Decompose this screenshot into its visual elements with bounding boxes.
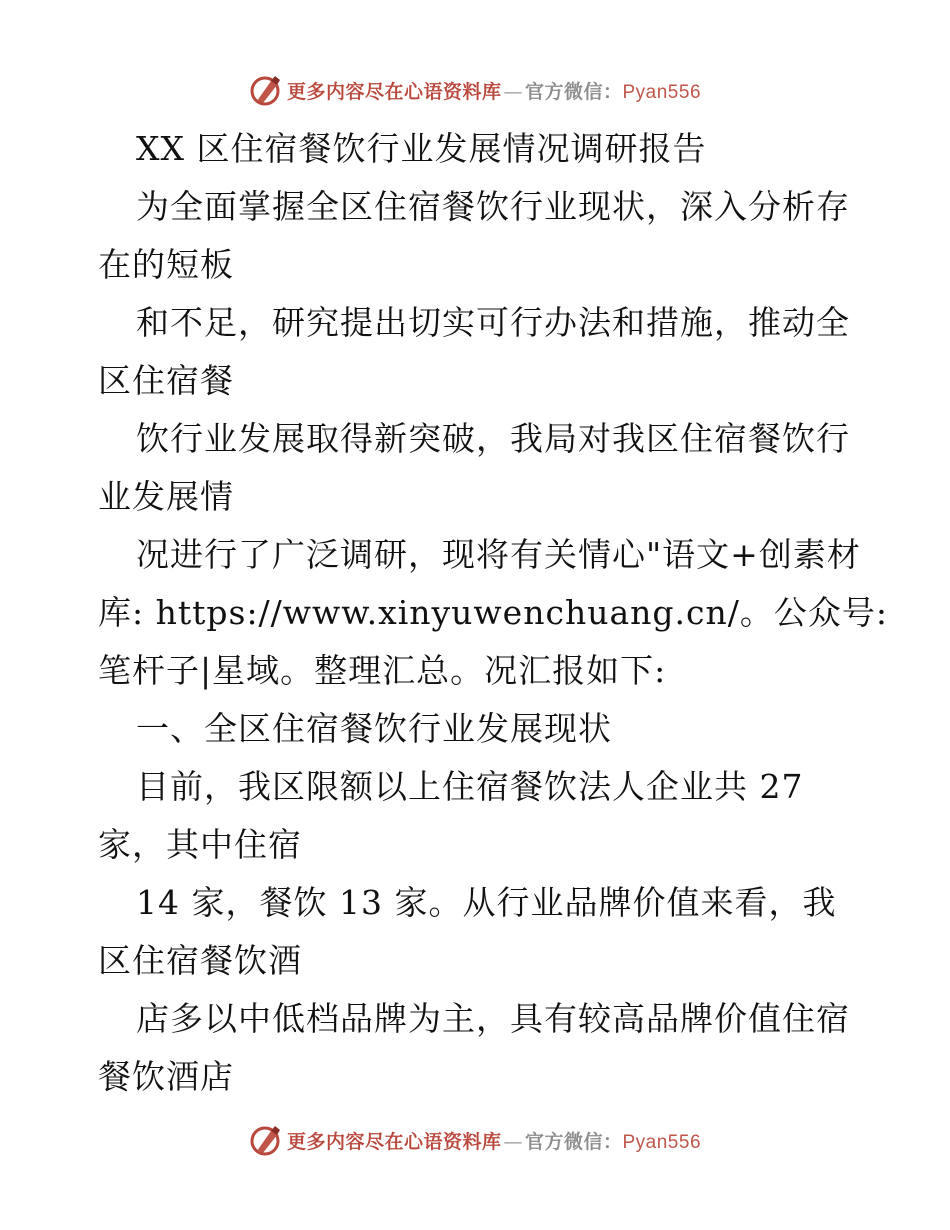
banner-wechat-label: 官方微信： — [524, 80, 623, 103]
paragraph-line: 目前，我区限额以上住宿餐饮法人企业共 27 — [136, 767, 804, 806]
footer-banner — [0, 1120, 950, 1160]
paragraph-line: 和不足，研究提出切实可行办法和措施，推动全 — [136, 303, 850, 342]
banner-text — [287, 77, 701, 104]
paragraph-line: 区住宿餐饮酒 — [98, 941, 302, 980]
paragraph-line: 业发展情 — [98, 477, 234, 516]
banner-main-text: 更多内容尽在心语资料库 — [286, 1130, 502, 1153]
paragraph-line: 区住宿餐 — [98, 361, 234, 400]
banner-main-text: 更多内容尽在心语资料库 — [286, 80, 502, 103]
paragraph-line: 为全面掌握全区住宿餐饮行业现状，深入分析存 — [136, 187, 850, 226]
paragraph-line: 14 家，餐饮 13 家。从行业品牌价值来看，我 — [136, 883, 837, 922]
banner-text — [287, 1127, 701, 1154]
banner-wechat-id: Pyan556 — [622, 1131, 702, 1153]
banner-wechat-label: 官方微信： — [524, 1130, 623, 1153]
paragraph-line: 餐饮酒店 — [98, 1057, 234, 1096]
paragraph-line: 饮行业发展取得新突破，我局对我区住宿餐饮行 — [136, 419, 850, 458]
paragraph-line: 在的短板 — [98, 245, 234, 284]
paragraph-line: 店多以中低档品牌为主，具有较高品牌价值住宿 — [136, 999, 850, 1038]
pen-nib-logo-icon — [249, 73, 283, 107]
paragraph-line: 库: https://www.xinyuwenchuang.cn/。公众号: — [98, 593, 888, 632]
banner-wechat-id: Pyan556 — [622, 81, 702, 103]
header-banner — [0, 70, 950, 110]
pen-nib-logo-icon — [249, 1123, 283, 1157]
banner-dash: — — [503, 1130, 523, 1153]
document-title: XX 区住宿餐饮行业发展情况调研报告 — [136, 129, 707, 168]
section-heading: 一、全区住宿餐饮行业发展现状 — [136, 709, 612, 748]
document-body — [98, 120, 888, 1106]
paragraph-line: 笔杆子|星域。整理汇总。况汇报如下: — [98, 651, 667, 690]
banner-dash: — — [503, 80, 523, 103]
paragraph-line: 家，其中住宿 — [98, 825, 302, 864]
paragraph-line: 况进行了广泛调研，现将有关情心"语文+创素材 — [136, 535, 861, 574]
